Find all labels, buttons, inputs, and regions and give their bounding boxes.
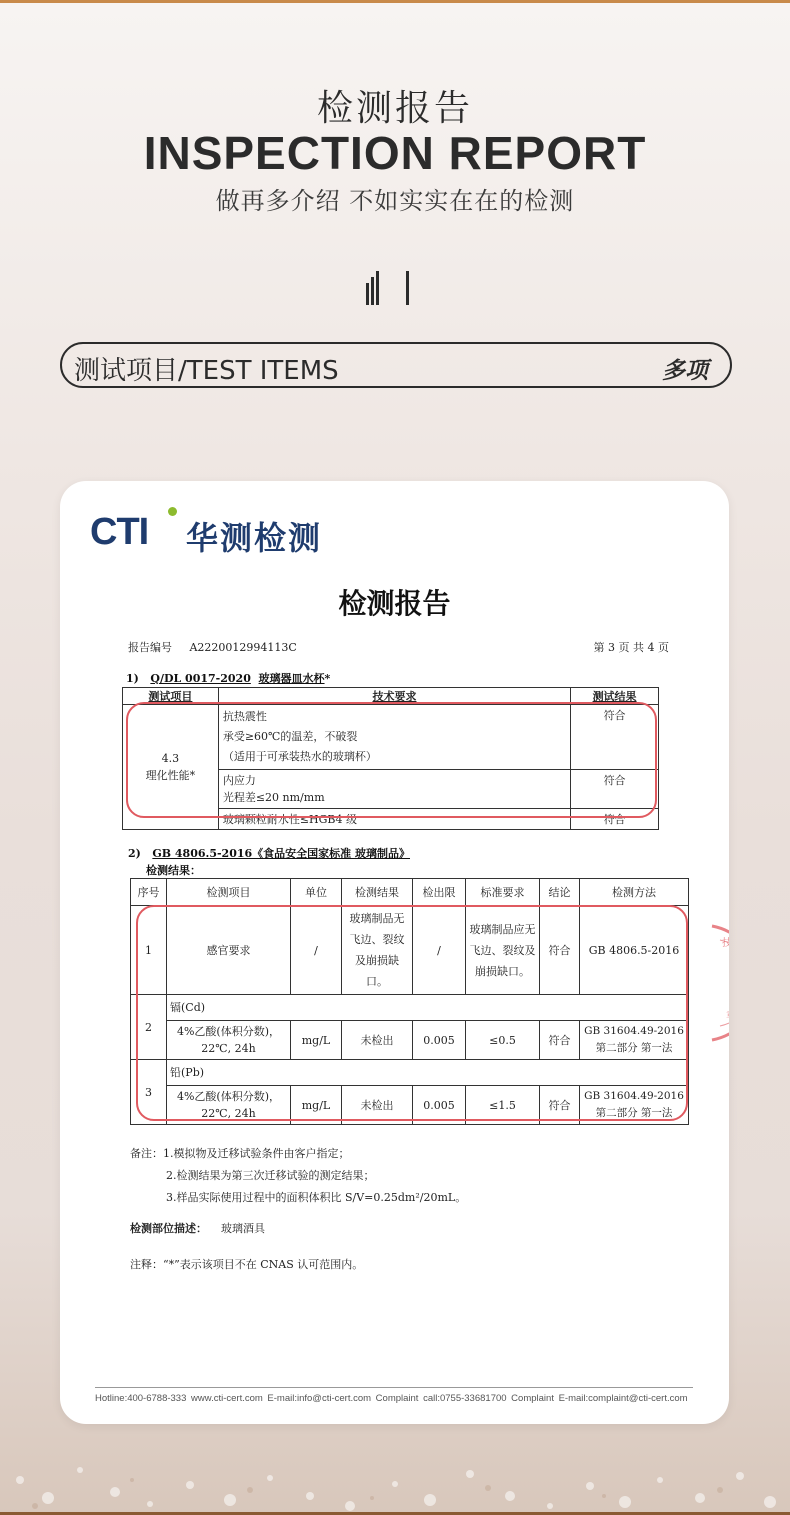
test-part-value: 玻璃酒具 [221, 1222, 265, 1235]
group-cell [123, 705, 219, 830]
signal-bars-icon [366, 269, 416, 305]
header-cell: 检出限 [413, 879, 466, 906]
requirement-cell [218, 809, 570, 830]
test-items-label: 测试项目/TEST ITEMS [74, 356, 339, 386]
page-subtitle: 做再多介绍 不如实实在在的检测 [215, 187, 575, 215]
row-unit: mg/L [291, 1086, 342, 1125]
header-cell: 检测项目 [167, 879, 291, 906]
logo-mark: CTI [90, 511, 149, 553]
footer-contact: Hotline:400-6788-333 www.cti-cert.com E-mail:info@cti-cert.com Complaint call:0755-33681700 Complaint E-mail:complaint@cti-cert.com [95, 1393, 688, 1404]
table-row [131, 1060, 689, 1086]
bubbles-decoration [0, 1440, 790, 1512]
report-number-label: 报告编号 [128, 641, 172, 654]
requirement-cell [218, 705, 570, 770]
row-no: 2 [131, 995, 167, 1060]
section1-name: 玻璃器皿水杯 [258, 672, 325, 685]
row-unit: / [291, 906, 342, 995]
requirement-line: 玻璃颗粒耐水性≤HGB4 级 [222, 813, 358, 826]
row-no: 1 [131, 906, 167, 995]
header-cell: 技术要求 [218, 688, 570, 705]
page-title-en: INSPECTION REPORT [143, 127, 647, 179]
header-cell: 检测结果 [342, 879, 413, 906]
page-info: 第 3 页 共 4 页 [593, 641, 669, 654]
group-number: 4.3 [161, 752, 180, 765]
row-conclusion: 符合 [540, 1086, 580, 1125]
section2-table [130, 878, 689, 1125]
row-limit: 0.005 [413, 1021, 466, 1060]
table-row [131, 1021, 689, 1060]
note-item: 1.模拟物及迁移试验条件由客户指定； [163, 1147, 350, 1160]
section2-number: 2) [128, 847, 141, 860]
header-cell: 检测方法 [580, 879, 689, 906]
header-cell: 结论 [540, 879, 580, 906]
section2-subtitle: 检测结果： [146, 864, 201, 877]
note-item: 3.样品实际使用过程中的面积体积比 S/V=0.25dm²/20mL。 [166, 1191, 467, 1204]
row-method: GB 31604.49-2016 第二部分 第一法 [580, 1086, 689, 1125]
row-unit: mg/L [291, 1021, 342, 1060]
result-cell: 符合 [571, 705, 659, 770]
header-cell: 测试项目 [123, 688, 219, 705]
row-result: 玻璃制品无飞边、裂纹及崩损缺口。 [342, 906, 413, 995]
report-number [128, 639, 297, 655]
table-row [131, 995, 689, 1021]
test-part-label: 检测部位描述： [130, 1222, 207, 1235]
section1-table [122, 687, 659, 830]
svg-text:章: 章 [726, 1011, 736, 1021]
page-title-cn: 检测报告 [316, 88, 473, 129]
result-cell: 符合 [571, 770, 659, 809]
seal-stamp-icon [706, 918, 746, 1048]
test-items-bar [60, 342, 732, 388]
table-header-row [123, 688, 659, 705]
requirement-cell [218, 770, 570, 809]
svg-text:技 术: 技 术 [722, 938, 746, 949]
result-cell: 符合 [571, 809, 659, 830]
section1-number: 1) [126, 672, 139, 685]
table-row [123, 705, 659, 770]
section1-title [126, 670, 330, 686]
row-method: GB 31604.49-2016 第二部分 第一法 [580, 1021, 689, 1060]
row-method: GB 4806.5-2016 [580, 906, 689, 995]
section1-standard: Q/DL 0017-2020 [150, 672, 251, 685]
group-name: 理化性能* [145, 769, 196, 782]
row-result: 未检出 [342, 1086, 413, 1125]
requirement-line: 抗热震性 [222, 710, 267, 723]
row-req: ≤1.5 [466, 1086, 540, 1125]
report-title: 检测报告 [338, 587, 451, 620]
row-item: 感官要求 [167, 906, 291, 995]
requirement-line: 光程差≤20 nm/mm [222, 791, 325, 804]
section1-star: * [324, 672, 331, 685]
report-number-value: A2220012994113C [189, 641, 297, 654]
logo-dot-icon [168, 507, 177, 516]
row-result: 未检出 [342, 1021, 413, 1060]
requirement-line: 内应力 [222, 774, 256, 787]
row-limit: 0.005 [413, 1086, 466, 1125]
requirement-line: （适用于可承装热水的玻璃杯） [222, 750, 377, 763]
row-limit: / [413, 906, 466, 995]
report-card [60, 481, 746, 1424]
note-item: 2.检测结果为第三次迁移试验的测定结果； [166, 1169, 375, 1182]
table-row [131, 1086, 689, 1125]
table-row [131, 906, 689, 995]
header-cell: 标准要求 [466, 879, 540, 906]
footer-divider [95, 1387, 693, 1388]
table-header-row [131, 879, 689, 906]
header-cell: 序号 [131, 879, 167, 906]
header-cell: 单位 [291, 879, 342, 906]
section2-standard: GB 4806.5-2016《食品安全国家标准 玻璃制品》 [152, 847, 410, 860]
row-item: 镉(Cd) [167, 995, 689, 1021]
row-conclusion: 符合 [540, 906, 580, 995]
test-part-description [130, 1220, 265, 1236]
header-cell: 测试结果 [571, 688, 659, 705]
row-conclusion: 符合 [540, 1021, 580, 1060]
notes-label: 备注： [130, 1147, 163, 1160]
requirement-line: 承受≥60℃的温差，不破裂 [222, 730, 358, 743]
row-req: ≤0.5 [466, 1021, 540, 1060]
row-condition: 4%乙酸(体积分数)，22℃, 24h [167, 1021, 291, 1060]
remark-note: 注释：“*”表示该项目不在 CNAS 认可范围内。 [130, 1258, 364, 1271]
row-no: 3 [131, 1060, 167, 1125]
row-condition: 4%乙酸(体积分数)，22℃, 24h [167, 1086, 291, 1125]
row-req: 玻璃制品应无飞边、裂纹及崩损缺口。 [466, 906, 540, 995]
top-accent-line [0, 0, 790, 3]
section2-title [128, 845, 410, 861]
logo-name: 华测检测 [186, 519, 323, 557]
notes-block [130, 1143, 466, 1209]
test-items-count: 多项 [662, 358, 708, 384]
row-item: 铅(Pb) [167, 1060, 689, 1086]
